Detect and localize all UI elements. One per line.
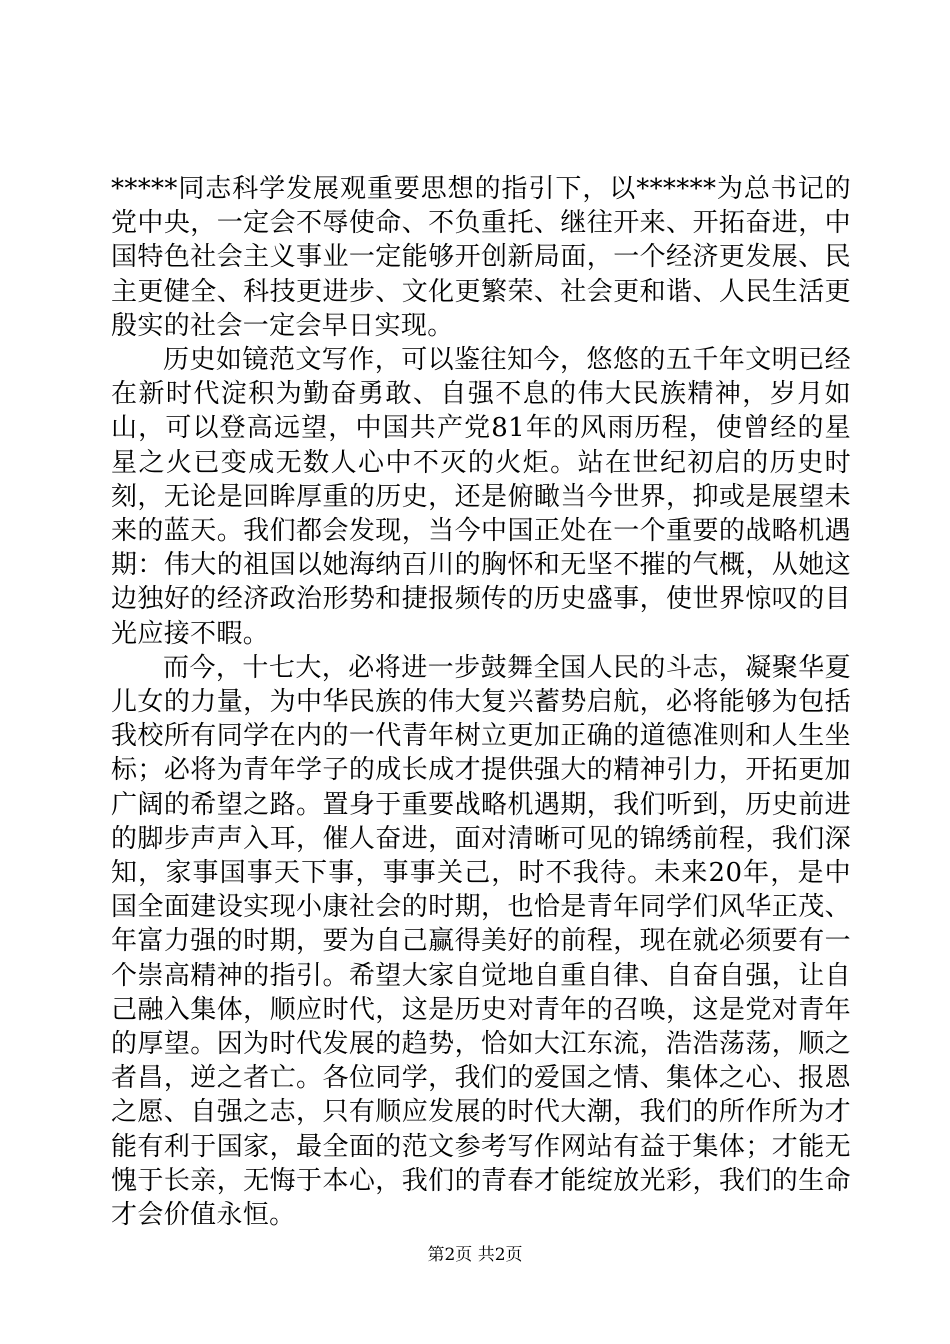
paragraph-2: 历史如镜范文写作，可以鉴往知今，悠悠的五千年文明已经在新时代淀积为勤奋勇敢、自强不息的伟大民族精神，岁月如山，可以登高远望，中国共产党81年的风雨历程，使曾经的星星之火已变成无数人心中不灭的火炬。站在世纪初启的历史时刻，无论是回眸厚重的历史，还是俯瞰当今世界，抑或是展望未来的蓝天。我们都会发现，当今中国正处在一个重要的战略机遇期：伟大的祖国以她海纳百川的胸怀和无坚不摧的气概，从她这边独好的经济政治形势和捷报频传的历史盛事，使世界惊叹的目光应接不暇。 (111, 345, 851, 649)
document-body (111, 172, 851, 1232)
paragraph-3: 而今，十七大，必将进一步鼓舞全国人民的斗志，凝聚华夏儿女的力量，为中华民族的伟大复兴蓄势启航，必将能够为包括我校所有同学在内的一代青年树立更加正确的道德准则和人生坐标；必将为青年学子的成长成才提供强大的精神引力，开拓更加广阔的希望之路。置身于重要战略机遇期，我们听到，历史前进的脚步声声入耳，催人奋进，面对清晰可见的锦绣前程，我们深知，家事国事天下事，事事关己，时不我待。未来20年，是中国全面建设实现小康社会的时期，也恰是青年同学们风华正茂、年富力强的时期，要为自己赢得美好的前程，现在就必须要有一个崇高精神的指引。希望大家自觉地自重自律、自奋自强，让自己融入集体，顺应时代，这是历史对青年的召唤，这是党对青年的厚望。因为时代发展的趋势，恰如大江东流，浩浩荡荡，顺之者昌，逆之者亡。各位同学，我们的爱国之情、集体之心、报恩之愿、自强之志，只有顺应发展的时代大潮，我们的所作所为才能有利于国家，最全面的范文参考写作网站有益于集体；才能无愧于长亲，无悔于本心，我们的青春才能绽放光彩，我们的生命才会价值永恒。 (111, 652, 851, 1231)
paragraph-1: *****同志科学发展观重要思想的指引下，以******为总书记的党中央，一定会不辱使命、不负重托、继往开来、开拓奋进，中国特色社会主义事业一定能够开创新局面，一个经济更发展、民主更健全、科技更进步、文化更繁荣、社会更和谐、人民生活更殷实的社会一定会早日实现。 (111, 174, 851, 341)
page-number-footer: 第2页 共2页 (427, 1245, 523, 1265)
